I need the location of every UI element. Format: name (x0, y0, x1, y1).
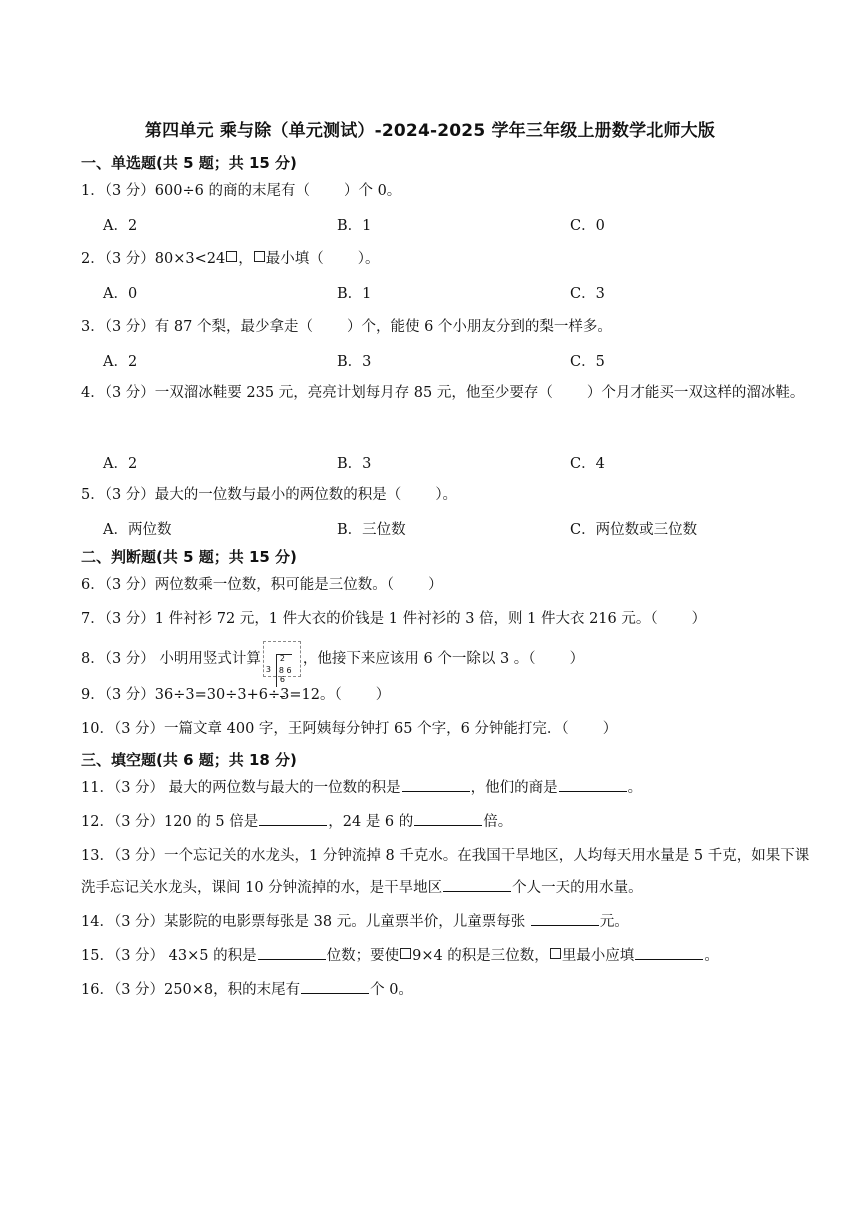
q3-option-c[interactable]: C．5 (570, 354, 605, 370)
blank-box-icon (226, 251, 237, 262)
section-heading-true-false: 二、判断题(共 5 题；共 15 分) (81, 548, 297, 566)
question-12: 12．（3 分）120 的 5 倍是 ，24 是 6 的 倍。 (81, 806, 811, 838)
page-title: 第四单元 乘与除（单元测试）-2024-2025 学年三年级上册数学北师大版 (144, 121, 716, 141)
section-heading-fill-in: 三、填空题(共 6 题；共 18 分) (81, 751, 297, 769)
long-division-image: 2 3 8 6 6 (263, 641, 301, 677)
q4-option-c[interactable]: C．4 (570, 456, 605, 472)
q2-option-c[interactable]: C．3 (570, 286, 605, 302)
q5-option-a[interactable]: A．两位数 (103, 522, 172, 538)
question-5: 5．（3 分）最大的一位数与最小的两位数的积是（ ）。 (81, 487, 458, 503)
question-6: 6．（3 分）两位数乘一位数，积可能是三位数。（ ） (81, 577, 443, 593)
question-7: 7．（3 分）1 件衬衫 72 元，1 件大衣的价钱是 1 件衬衫的 3 倍，则 1 件大衣 216 元。（ ） (81, 611, 707, 627)
q4-option-a[interactable]: A．2 (103, 456, 138, 472)
answer-blank[interactable] (635, 944, 703, 960)
q5-option-b[interactable]: B．三位数 (337, 522, 406, 538)
q2-option-b[interactable]: B．1 (337, 286, 372, 302)
answer-blank[interactable] (443, 876, 511, 892)
q3-option-a[interactable]: A．2 (103, 354, 138, 370)
answer-blank[interactable] (259, 810, 327, 826)
section-heading-single-choice: 一、单选题(共 5 题；共 15 分) (81, 154, 297, 172)
q1-option-a[interactable]: A．2 (103, 218, 138, 234)
q4-option-b[interactable]: B．3 (337, 456, 372, 472)
blank-box-icon (550, 948, 561, 959)
answer-blank[interactable] (402, 776, 470, 792)
question-10: 10．（3 分）一篇文章 400 字，王阿姨每分钟打 65 个字，6 分钟能打完．（ ） (81, 721, 618, 737)
answer-blank[interactable] (531, 910, 599, 926)
question-4: 4．（3 分）一双溜冰鞋要 235 元，亮亮计划每月存 85 元，他至少要存（ ）个月才能买一双这样的溜冰鞋。 (81, 385, 805, 401)
blank-box-icon (254, 251, 265, 262)
question-11: 11．（3 分） 最大的两位数与最大的一位数的积是 ，他们的商是 。 (81, 772, 811, 804)
q5-option-c[interactable]: C．两位数或三位数 (570, 522, 698, 538)
question-15: 15．（3 分） 43×5 的积是 位数；要使 9×4 的积是三位数， 里最小应填 。 (81, 940, 811, 972)
answer-blank[interactable] (258, 944, 326, 960)
question-13: 13．（3 分）一个忘记关的水龙头，1 分钟流掉 8 千克水。在我国干旱地区，人均每天用水量是 5 千克，如果下课洗手忘记关水龙头，课间 10 分钟流掉的水，是干旱地区 个人一天的用水量。 (81, 848, 810, 896)
q1-option-c[interactable]: C．0 (570, 218, 605, 234)
question-8: 8．（3 分） 小明用竖式计算 2 3 8 6 6 ，他接下来应该用 6 个一除以 3 。（ ） (81, 641, 811, 677)
question-16: 16．（3 分）250×8，积的末尾有 个 0。 (81, 974, 811, 1006)
answer-blank[interactable] (301, 978, 369, 994)
question-3: 3．（3 分）有 87 个梨，最少拿走（ ）个，能使 6 个小朋友分到的梨一样多。 (81, 319, 612, 335)
blank-box-icon (400, 948, 411, 959)
question-14: 14．（3 分）某影院的电影票每张是 38 元。儿童票半价，儿童票每张 元。 (81, 906, 811, 938)
question-9: 9．（3 分）36÷3=30÷3+6÷3=12。（ ） (81, 687, 391, 703)
q2-option-a[interactable]: A．0 (103, 286, 138, 302)
answer-blank[interactable] (559, 776, 627, 792)
question-1: 1．（3 分）600÷6 的商的末尾有（ ）个 0。 (81, 183, 402, 199)
answer-blank[interactable] (414, 810, 482, 826)
question-2: 2．（3 分）80×3<24 ， 最小填（ ）。 (81, 251, 380, 267)
q1-option-b[interactable]: B．1 (337, 218, 372, 234)
q3-option-b[interactable]: B．3 (337, 354, 372, 370)
